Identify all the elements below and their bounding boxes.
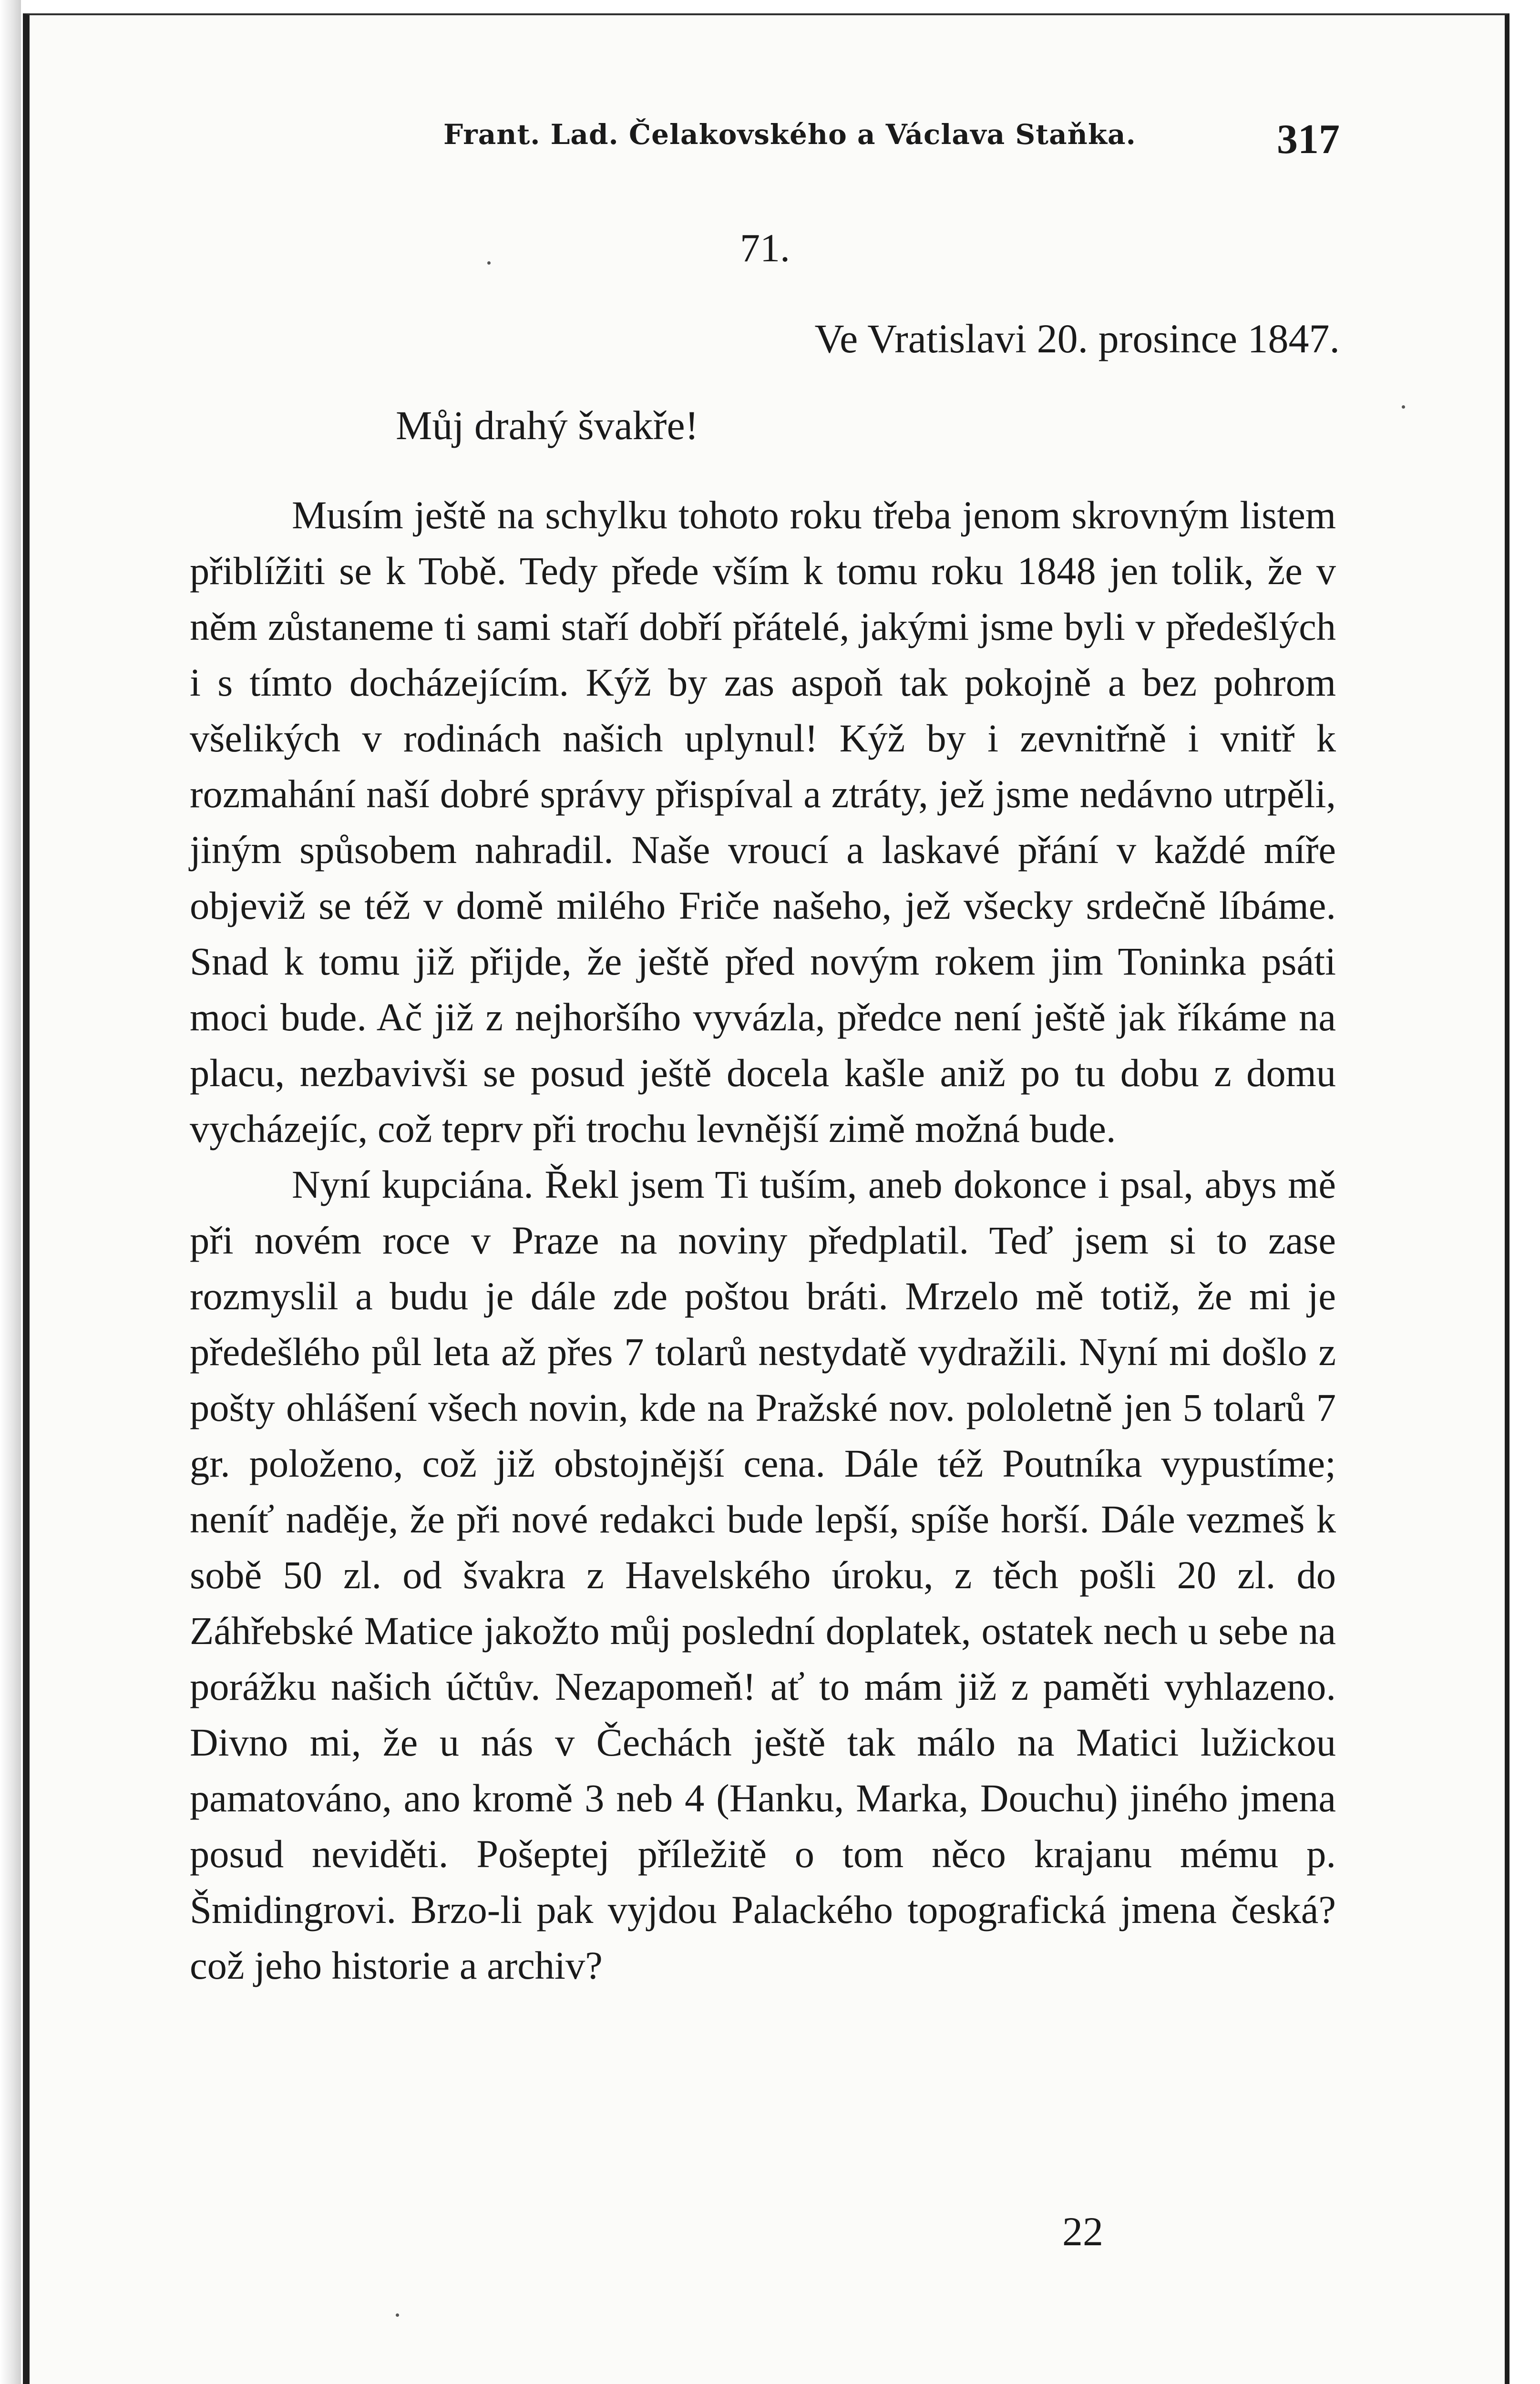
paragraph-2: Nyní kupciána. Řekl jsem Ti tuším, aneb dokonce i psal, abys mě při novém roce v Praze na noviny předplatil. Teď jsem si to zase rozmyslil a budu je dále zde poštou bráti. Mrzelo mě totiž, že mi je předešlého půl leta až přes 7 tolarů nestydatě vydražili. Nyní mi došlo z pošty ohlášení všech novin, kde na Pražské nov. pololetně jen 5 tolarů 7 gr. položeno, což již obstojnější cena. Dále též Poutníka vypustíme; neníť naděje, že při nové redakci bude lepší, spíše horší. Dále vezmeš k sobě 50 zl. od švakra z Havelského úroku, z těch pošli 20 zl. do Záhřebské Matice jakožto můj poslední doplatek, ostatek nech u sebe na porážku našich účtův. Nezapomeň! ať to mám již z paměti vyhlazeno. Divno mi, že u nás v Čechách ještě tak málo na Matici lužickou pamatováno, ano kromě 3 neb 4 (Hanku, Marka, Douchu) jiného jmena posud neviděti. Pošeptej příležitě o tom něco krajanu mému p. Šmidingrovi. Brzo-li pak vyjdou Palackého topografická jmena česká? což jeho historie a archiv? — [190, 1162, 1336, 1987]
page-number: 317 — [1277, 116, 1340, 163]
running-title: Frant. Lad. Čelakovského a Václava Staňka. — [443, 118, 1136, 151]
paragraph-1: Musím ještě na schylku tohoto roku třeba jenom skrovným listem přiblížiti se k Tobě. Tedy přede vším k tomu roku 1848 jen tolik, že v něm zůstaneme ti sami staří dobří přátelé, jakými jsme byli v předešlých i s tímto docházejícím. Kýž by zas aspoň tak pokojně a bez pohrom všelikých v rodinách našich uplynul! Kýž by i zevnitřně i vnitř k rozmahání naší dobré správy přispíval a ztráty, jež jsme nedávno utrpěli, jiným spůsobem nahradil. Naše vroucí a laskavé přání v každé míře objeviž se též v domě milého Friče našeho, jež všecky srdečně líbáme. Snad k tomu již přijde, že ještě před novým rokem jim Toninka psáti moci bude. Ač již z nejhoršího vyvázla, předce není ještě jak říkáme na placu, nezbavivši se posud ještě docela kašle aniž po tu dobu z domu vycházejíc, což teprv při trochu levnější zimě možná bude. — [190, 493, 1336, 1151]
paper-speck — [1402, 405, 1405, 409]
letter-salutation: Můj drahý švakře! — [396, 402, 699, 448]
letter-dateline: Ve Vratislavi 20. prosince 1847. — [814, 316, 1340, 361]
letter-number: 71. — [740, 226, 790, 270]
signature-mark: 22 — [1062, 2209, 1103, 2254]
paper-speck — [487, 261, 491, 265]
page-binding-edge — [0, 0, 21, 2384]
letter-body — [190, 487, 1336, 1994]
paper-speck — [396, 2313, 399, 2317]
